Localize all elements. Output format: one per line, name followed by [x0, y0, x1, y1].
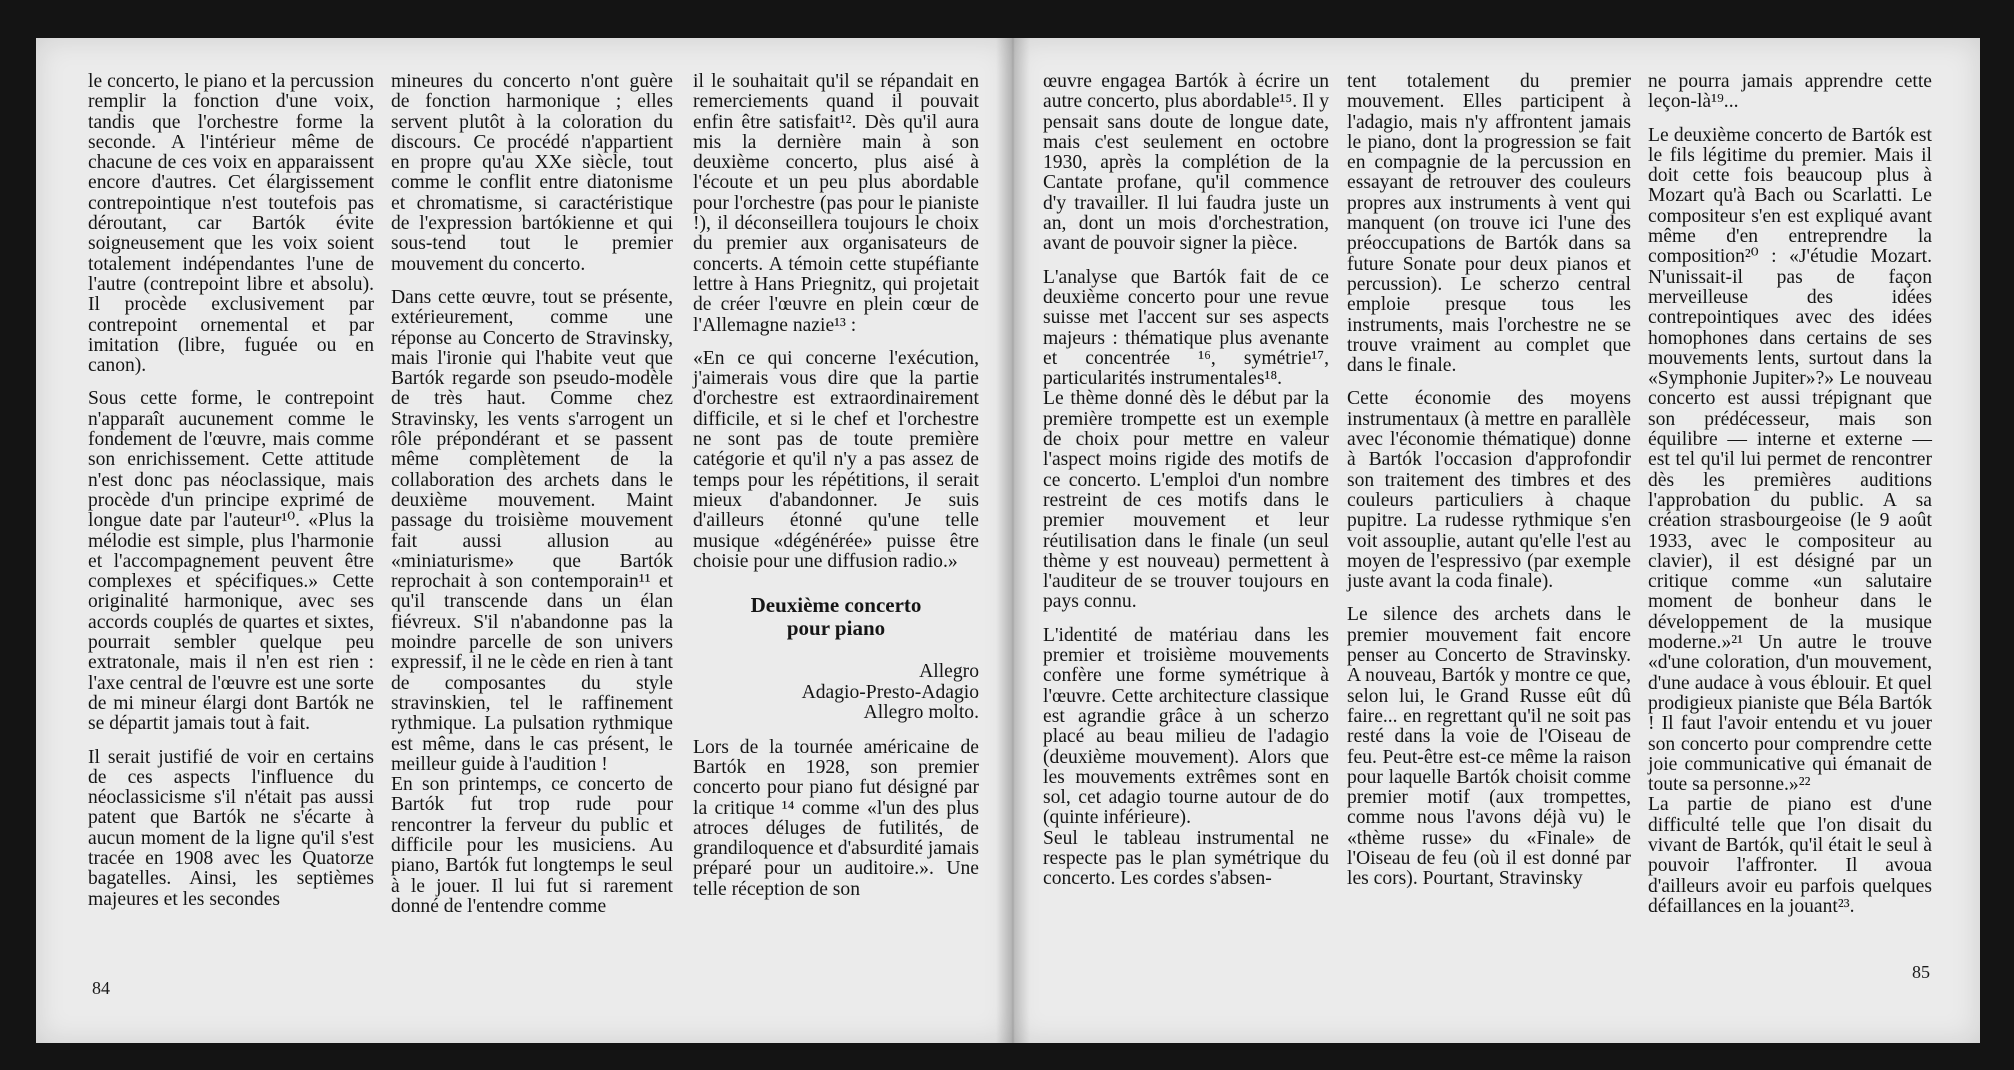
right-column-1	[1043, 72, 1329, 890]
paragraph: Lors de la tournée américaine de Bartók en 1928, son premier concerto pour piano fut désigné par la critique ¹⁴ comme «l'un des plus atroces déluges de futilités, de grandiloquence et d'absurdité jamais préparé pour un auditoire.». Une telle réception de son	[693, 736, 979, 900]
left-column-1	[88, 72, 374, 910]
paragraph: ne pourra jamais apprendre cette leçon-là¹⁹...	[1648, 71, 1932, 113]
page-number-right: 85	[1912, 962, 1930, 982]
paragraph: Le silence des archets dans le premier mouvement fait encore penser au Concerto de Stravinsky. A nouveau, Bartók y montre ce que, selon lui, le Grand Russe eût dû faire... en regrettant qu'il ne soit pas resté dans la voie de l'Oiseau de feu. Peut-être est-ce même la raison pour laquelle Bartók choisit comme premier motif (aux trompettes, comme nous l'avons déjà vu) le «thème russe» du «Finale» de l'Oiseau de feu (où il est donné par les cors). Pourtant, Stravinsky	[1347, 604, 1631, 890]
paragraph: Dans cette œuvre, tout se présente, extérieurement, comme une réponse au Concerto de Stravinsky, mais l'ironie qui l'habite veut que Bartók regarde son pseudo-modèle de très haut. Comme chez Stravinsky, les vents s'arrogent un rôle prépondérant et se passent même complètement de la collaboration des archets dans le deuxième mouvement. Maint passage du troisième mouvement fait aussi allusion au «miniaturisme» que Bartók reprochait à son contemporain¹¹ et qu'il transcende dans un élan fiévreux. S'il n'abandonne pas la moindre parcelle de son univers expressif, il ne le cède en rien à tant de composantes du style stravinskien, tel le raffinement rythmique. La pulsation rythmique est même, dans le cas présent, le meilleur guide à l'audition !	[391, 286, 673, 775]
left-column-3	[693, 72, 979, 900]
paragraph: Le deuxième concerto de Bartók est le fils légitime du premier. Mais il doit cette fois beaucoup plus à Mozart qu'à Bach ou Scarlatti. Le compositeur s'en est expliqué avant même d'en entreprendre la composition²⁰ : «J'étudie Mozart. N'unissait-il pas de façon merveilleuse des idées contrepointiques avec des idées homophones dans certains de ses mouvements lents, surtout dans la «Symphonie Jupiter»?» Le nouveau concerto est aussi trépignant que son prédécesseur, mais son équilibre — interne et externe — est tel qu'il lui permet de rencontrer dès les premières auditions l'approbation du public. A sa création strasbourgeoise (le 9 août 1933, avec le compositeur au clavier), il est désigné par un critique comme «un salutaire moment de bonheur dans le développement de la musique moderne.»²¹ Un autre le trouve «d'une coloration, d'un mouvement, d'une audace à vous éblouir. Et quel prodigieux pianiste que Béla Bartók ! Il faut l'avoir entendu et vu jouer son concerto pour comprendre cette joie communicative qui émanait de toute sa personne.»²²	[1648, 124, 1932, 796]
heading-line: pour piano	[786, 616, 886, 641]
paragraph: L'identité de matériau dans les premier et troisième mouvements confère une forme symétrique à l'œuvre. Cette architecture classique est agrandie grâce à un scherzo placé au beau milieu de l'adagio (deuxième mouvement). Alors que les mouvements extrêmes sont en sol, cet adagio tourne autour de do (quinte inférieure).	[1043, 624, 1329, 829]
paragraph: Le thème donné dès le début par la première trompette est un exemple de choix pour mettre en valeur l'aspect moins rigide des motifs de ce concerto. L'emploi d'un nombre restreint de ces motifs dans le premier mouvement et leur réutilisation dans le finale (un seul thème y est nouveau) permettent à l'auditeur de se trouver toujours en pays connu.	[1043, 388, 1329, 613]
page-number-left: 84	[92, 978, 110, 998]
heading-line: Deuxième concerto	[750, 593, 922, 618]
paragraph: Seul le tableau instrumental ne respecte pas le plan symétrique du concerto. Les cordes s'absen-	[1043, 827, 1329, 890]
paragraph: il le souhaitait qu'il se répandait en remerciements quand il pouvait enfin être satisfait¹². Dès qu'il aura mis la dernière main à son deuxième concerto, plus aisé à l'écoute et un peu plus abordable pour l'orchestre (pas pour le pianiste !), il déconseillera toujours le choix du premier aux organisateurs de concerts. A témoin cette stupéfiante lettre à Hans Priegnitz, qui projetait de créer l'œuvre en plein cœur de l'Allemagne nazie¹³ :	[693, 71, 979, 336]
paragraph: Il serait justifié de voir en certains de ces aspects l'influence du néoclassicisme s'il n'était pas aussi patent que Bartók ne s'écarte à aucun moment de la ligne qu'il s'est tracée en 1908 avec les Quatorze bagatelles. Ainsi, les septièmes majeures et les secondes	[88, 746, 374, 910]
paragraph: «En ce qui concerne l'exécution, j'aimerais vous dire que la partie d'orchestre est extraordinairement difficile, et si le chef et l'orchestre ne sont pas de toute première catégorie et qu'il n'y a pas assez de temps pour les répétitions, il serait mieux d'abandonner. Je suis d'ailleurs étonné qu'une telle musique «dégénérée» puisse être choisie pour une diffusion radio.»	[693, 347, 979, 572]
tempo-line: Adagio-Presto-Adagio	[801, 681, 979, 703]
right-column-3	[1648, 72, 1932, 917]
paragraph: œuvre engagea Bartók à écrire un autre concerto, plus abordable¹⁵. Il y pensait sans doute de longue date, mais c'est seulement en octobre 1930, après la complétion de la Cantate profane, qu'il commence d'y travailler. Il lui faudra juste un an, dont un mois d'orchestration, avant de pouvoir signer la pièce.	[1043, 71, 1329, 255]
tempo-markings	[693, 662, 979, 724]
right-column-2	[1347, 72, 1631, 890]
tempo-line: Allegro molto.	[863, 702, 979, 724]
paragraph: Sous cette forme, le contrepoint n'apparaît aucunement comme le fondement de l'œuvre, mais comme son enrichissement. Cette attitude n'est donc pas néoclassique, mais procède d'un principe exprimé de longue date par l'auteur¹⁰. «Plus la mélodie est simple, plus l'harmonie et l'accompagnement peuvent être complexes et spécifiques.» Cette originalité harmonique, avec ses accords couplés de quartes et sixtes, pourrait sembler quelque peu extratonale, mais il n'en est rien : l'axe central de l'œuvre est une sorte de mi mineur élargi dont Bartók ne se départit jamais tout à fait.	[88, 388, 374, 735]
paragraph: tent totalement du premier mouvement. Elles participent à l'adagio, mais n'y affrontent jamais le piano, dont la progression se fait en compagnie de la percussion en essayant de retrouver des couleurs propres aux instruments à vent qui manquent (on trouve ici l'une des préoccupations de Bartók dans sa future Sonate pour deux pianos et percussion). Le scherzo central emploie presque tous les instruments, mais l'orchestre ne se trouve vraiment au complet que dans le finale.	[1347, 71, 1631, 377]
left-column-2	[391, 72, 673, 917]
tempo-line: Allegro	[919, 661, 979, 683]
paragraph: mineures du concerto n'ont guère de fonction harmonique ; elles servent plutôt à la coloration du discours. Ce procédé n'appartient en propre qu'au XXe siècle, tout comme le conflit entre diatonisme et chromatisme, si caractéristique de l'expression bartókienne et qui sous-tend tout le premier mouvement du concerto.	[391, 71, 673, 275]
paragraph: Cette économie des moyens instrumentaux (à mettre en parallèle avec l'économie thématique) donne à Bartók l'occasion d'approfondir son traitement des timbres et des couleurs particuliers à chaque pupitre. La rudesse rythmique s'en voit assouplie, autant qu'elle l'est au moyen de l'espressivo (par exemple juste avant la coda finale).	[1347, 388, 1631, 593]
section-heading	[693, 594, 979, 640]
paragraph: L'analyse que Bartók fait de ce deuxième concerto pour une revue suisse met l'accent sur ses aspects majeurs : thématique plus avenante et concentrée ¹⁶, symétrie¹⁷, particularités instrumentales¹⁸.	[1043, 266, 1329, 390]
paragraph: La partie de piano est d'une difficulté telle que l'on disait du vivant de Bartók, qu'il était le seul à pouvoir l'affronter. Il avoua d'ailleurs avoir eu parfois quelques défaillances en la jouant²³.	[1648, 794, 1932, 917]
paragraph: En son printemps, ce concerto de Bartók fut trop rude pour rencontrer la ferveur du public et difficile pour les musiciens. Au piano, Bartók fut longtemps le seul à le jouer. Il lui fut si rarement donné de l'entendre comme	[391, 774, 673, 917]
paragraph: le concerto, le piano et la percussion remplir la fonction d'une voix, tandis que l'orchestre forme la seconde. A l'intérieur même de chacune de ces voix en apparaissent encore d'autres. Cet élargissement contrepointique n'est toutefois pas déroutant, car Bartók évite soigneusement que les voix soient totalement indépendantes l'une de l'autre (contrepoint libre et absolu). Il procède exclusivement par contrepoint ornemental et par imitation (libre, fuguée ou en canon).	[88, 71, 374, 377]
